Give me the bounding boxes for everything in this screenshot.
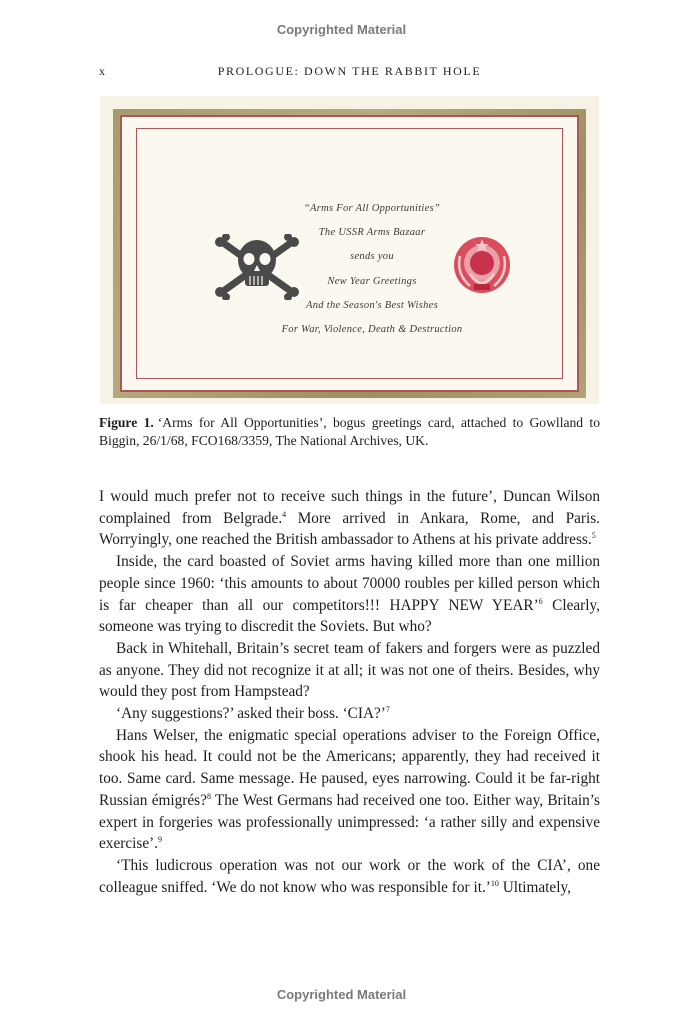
text-run: Clearly, someone was trying to discredit the Soviets. But who? — [99, 596, 600, 636]
text-run: ‘This ludicrous operation was not our work or the work of the CIA’, one colleague sniffed. ‘We do not know who was responsible for it.’ — [99, 856, 600, 896]
chapter-title: PROLOGUE: DOWN THE RABBIT HOLE — [217, 64, 482, 78]
footnote-ref: 4 — [282, 509, 287, 519]
text-run: More arrived in Ankara, Rome, and Paris. Worryingly, one reached the British ambassador to Athens at his private address. — [99, 509, 601, 549]
text-run: Ultimately, — [498, 878, 571, 896]
card-line: For War, Violence, Death & Destruction — [281, 324, 463, 336]
footnote-ref: 5 — [591, 531, 596, 541]
text-run: Inside, the card boasted of Soviet arms having killed more than one million people since 1960: ‘this amounts to about 70000 roubles per killed person which is far cheaper than all our competitors!!! HAPPY NEW YEAR’ — [99, 553, 600, 614]
footnote-ref: 9 — [158, 835, 163, 845]
footnote-ref: 6 — [538, 596, 543, 606]
paragraph — [99, 855, 600, 898]
body-text — [99, 486, 600, 898]
caption-text: ‘Arms for All Opportunities’, bogus greetings card, attached to Gowlland to Biggin, 26/1/68, FCO168/3359, The National Archives, UK. — [99, 415, 600, 448]
card-line: New Year Greetings — [327, 275, 417, 287]
paragraph — [99, 551, 600, 638]
figure-greeting-card — [100, 96, 599, 404]
paragraph — [99, 703, 600, 725]
figure-label: Figure 1. — [99, 415, 154, 430]
card-line: sends you — [350, 251, 394, 263]
text-run: ‘Any suggestions?’ asked their boss. ‘CIA?’ — [116, 705, 386, 723]
text-run: I would much prefer not to receive such things in the future’, Duncan Wilson complained from Belgrade. — [99, 488, 600, 527]
footnote-ref: 7 — [385, 705, 390, 715]
footnote-ref: 10 — [490, 878, 499, 888]
soviet-emblem-icon — [450, 234, 514, 298]
paragraph — [99, 638, 600, 703]
text-run: Back in Whitehall, Britain’s secret team of fakers and forgers were as puzzled as anyone. They did not recognize it at all; it was not one of theirs. Besides, why would they post from Hampstead? — [99, 639, 600, 701]
card-line: The USSR Arms Bazaar — [318, 227, 426, 239]
text-run: The West Germans had received one too. Either way, Britain’s expert in forgeries was professionally unimpressed: ‘a rather silly and expensive exercise’. — [99, 791, 601, 853]
copyright-header: Copyrighted Material — [276, 22, 407, 37]
card-line: And the Season's Best Wishes — [306, 299, 438, 311]
paragraph — [99, 725, 600, 855]
text-run: Hans Welser, the enigmatic special operations adviser to the Foreign Office, shook his head. It could not be the Americans; apparently, they had received it too. Same card. Same message. He paused, eyes narrowing. Could it be far-right Russian émigrés? — [99, 726, 600, 809]
figure-caption — [99, 414, 600, 450]
page-number: x — [99, 64, 107, 78]
footnote-ref: 8 — [206, 791, 211, 801]
card-line: “Arms For All Opportunities” — [303, 203, 441, 214]
paragraph — [99, 486, 600, 551]
skull-crossbones-icon — [214, 234, 300, 300]
card-panel — [120, 115, 579, 392]
copyright-footer: Copyrighted Material — [276, 987, 407, 1002]
